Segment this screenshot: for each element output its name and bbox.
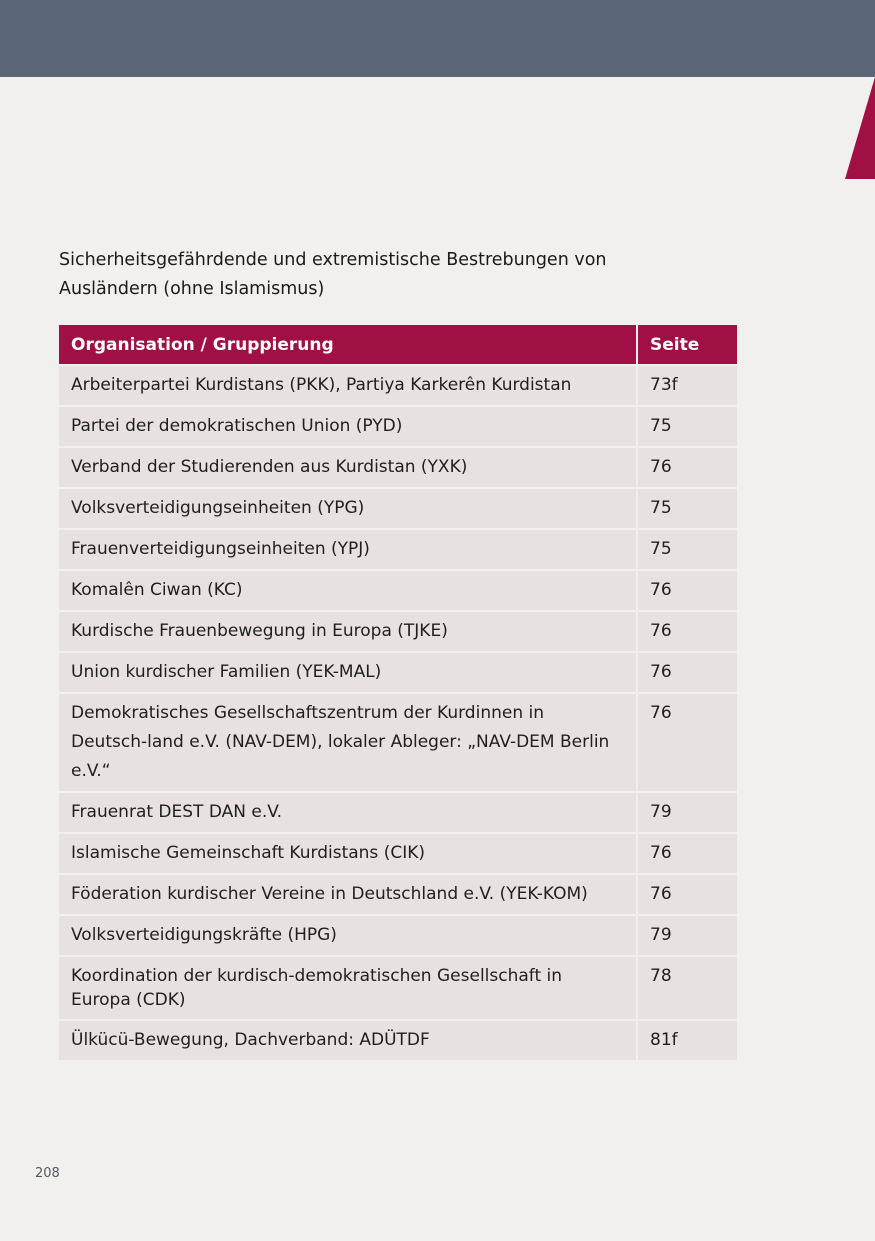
organisation-cell: Partei der demokratischen Union (PYD) bbox=[59, 406, 637, 447]
organisations-table bbox=[59, 325, 737, 1060]
organisation-cell: Ülkücü-Bewegung, Dachverband: ADÜTDF bbox=[59, 1020, 637, 1060]
page-cell: 76 bbox=[637, 833, 737, 874]
column-header-organisation: Organisation / Gruppierung bbox=[59, 325, 637, 365]
page-cell: 81f bbox=[637, 1020, 737, 1060]
page-cell: 76 bbox=[637, 570, 737, 611]
table-row bbox=[59, 611, 737, 652]
page-cell: 75 bbox=[637, 488, 737, 529]
page-cell: 75 bbox=[637, 529, 737, 570]
table-row bbox=[59, 693, 737, 792]
page-cell: 78 bbox=[637, 956, 737, 1020]
page-cell: 75 bbox=[637, 406, 737, 447]
organisation-cell: Koordination der kurdisch-demokratischen Gesellschaft in Europa (CDK) bbox=[59, 956, 637, 1020]
table-row bbox=[59, 652, 737, 693]
organisation-cell: Frauenverteidigungseinheiten (YPJ) bbox=[59, 529, 637, 570]
table-row bbox=[59, 406, 737, 447]
table-row bbox=[59, 874, 737, 915]
page-cell: 79 bbox=[637, 792, 737, 833]
organisation-cell: Union kurdischer Familien (YEK-MAL) bbox=[59, 652, 637, 693]
organisation-cell: Komalên Ciwan (KC) bbox=[59, 570, 637, 611]
table-row bbox=[59, 570, 737, 611]
table-row bbox=[59, 833, 737, 874]
organisation-cell: Föderation kurdischer Vereine in Deutschland e.V. (YEK-KOM) bbox=[59, 874, 637, 915]
corner-accent-tab bbox=[845, 77, 875, 179]
table-row bbox=[59, 792, 737, 833]
table-row bbox=[59, 447, 737, 488]
table-row bbox=[59, 956, 737, 1020]
page-number: 208 bbox=[35, 1166, 60, 1181]
organisation-cell: Kurdische Frauenbewegung in Europa (TJKE) bbox=[59, 611, 637, 652]
table-row bbox=[59, 915, 737, 956]
organisation-cell: Arbeiterpartei Kurdistans (PKK), Partiya Karkerên Kurdistan bbox=[59, 365, 637, 406]
table-row bbox=[59, 365, 737, 406]
table-row bbox=[59, 529, 737, 570]
page-cell: 76 bbox=[637, 652, 737, 693]
page-cell: 76 bbox=[637, 447, 737, 488]
page-cell: 76 bbox=[637, 611, 737, 652]
page-cell: 76 bbox=[637, 693, 737, 792]
table-header-row bbox=[59, 325, 737, 365]
section-heading: Sicherheitsgefährdende und extremistische Bestrebungen von Ausländern (ohne Islamismus) bbox=[59, 250, 607, 299]
page-cell: 79 bbox=[637, 915, 737, 956]
organisation-cell: Islamische Gemeinschaft Kurdistans (CIK) bbox=[59, 833, 637, 874]
table-row bbox=[59, 1020, 737, 1060]
organisation-cell: Demokratisches Gesellschaftszentrum der Kurdinnen in Deutsch-land e.V. (NAV-DEM), lokaler Ableger: „NAV-DEM Berlin e.V.“ bbox=[59, 693, 637, 792]
organisation-cell: Frauenrat DEST DAN e.V. bbox=[59, 792, 637, 833]
top-header-band bbox=[0, 0, 875, 77]
column-header-page: Seite bbox=[637, 325, 737, 365]
page-cell: 76 bbox=[637, 874, 737, 915]
organisation-cell: Verband der Studierenden aus Kurdistan (YXK) bbox=[59, 447, 637, 488]
organisation-cell: Volksverteidigungskräfte (HPG) bbox=[59, 915, 637, 956]
page-cell: 73f bbox=[637, 365, 737, 406]
organisation-cell: Volksverteidigungseinheiten (YPG) bbox=[59, 488, 637, 529]
table-row bbox=[59, 488, 737, 529]
